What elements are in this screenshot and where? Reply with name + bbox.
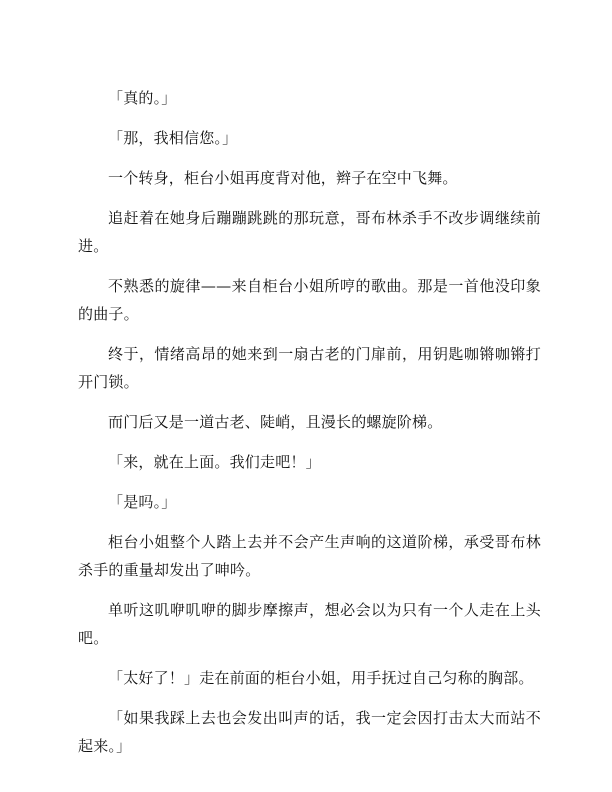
paragraph-10: 柜台小姐整个人踏上去并不会产生声响的这道阶梯，承受哥布林杀手的重量却发出了呻吟。 xyxy=(78,533,541,579)
paragraph-3: 一个转身，柜台小姐再度背对他，辫子在空中飞舞。 xyxy=(108,169,458,187)
paragraph-1: 「真的。」 xyxy=(108,89,177,107)
paragraph-5: 不熟悉的旋律——来自柜台小姐所哼的歌曲。那是一首他没印象的曲子。 xyxy=(78,277,541,323)
paragraph-6: 终于，情绪高昂的她来到一扇古老的门扉前，用钥匙咖锵咖锵打开门锁。 xyxy=(78,345,541,391)
paragraph-4: 追赶着在她身后蹦蹦跳跳的那玩意，哥布林杀手不改步调继续前进。 xyxy=(78,209,541,255)
paragraph-7: 而门后又是一道古老、陡峭，且漫长的螺旋阶梯。 xyxy=(108,413,443,431)
document-body xyxy=(78,84,541,760)
paragraph-8: 「来，就在上面。我们走吧！」 xyxy=(108,453,321,471)
paragraph-13: 「如果我踩上去也会发出叫声的话，我一定会因打击太大而站不起来。」 xyxy=(78,709,541,755)
paragraph-2: 「那，我相信您。」 xyxy=(108,129,238,147)
paragraph-11: 单听这叽咿叽咿的脚步摩擦声，想必会以为只有一个人走在上头吧。 xyxy=(78,601,541,647)
paragraph-12: 「太好了！」走在前面的柜台小姐，用手抚过自己匀称的胸部。 xyxy=(108,669,534,687)
paragraph-9: 「是吗。」 xyxy=(108,493,177,511)
